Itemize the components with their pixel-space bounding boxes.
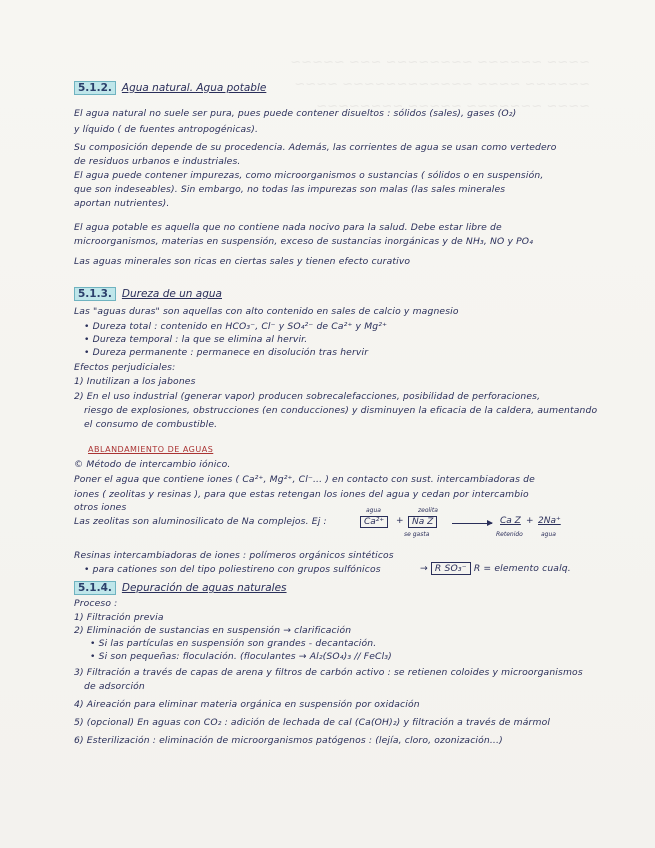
text-line: El agua natural no suele ser pura, pues puede contener disueltos : sólidos (sales), gases (O₂) xyxy=(74,108,517,119)
text-line: aportan nutrientes). xyxy=(74,198,170,209)
plus-sign: + xyxy=(396,516,404,526)
list-item: 1) Inutilizan a los jabones xyxy=(74,376,196,387)
section-title: Depuración de aguas naturales xyxy=(121,582,287,594)
text-line: El agua potable es aquella que no contiene nada nocivo para la salud. Debe estar libre de xyxy=(74,222,502,233)
bullet-item: • para cationes son del tipo poliestireno con grupos sulfónicos xyxy=(84,564,381,575)
reactant-2-note: se gasta xyxy=(404,531,430,538)
text-line: que son indeseables). Sin embargo, no todas las impurezas son malas (las sales minerales xyxy=(74,184,506,195)
list-item: 5) (opcional) En aguas con CO₂ : adición de lechada de cal (Ca(OH)₂) y filtración a través de mármol xyxy=(74,717,551,728)
section-number: 5.1.4. xyxy=(74,581,116,595)
text-line: de adsorción xyxy=(84,681,145,692)
product-1: Ca Z xyxy=(500,516,521,526)
equilibrium-arrow xyxy=(452,523,492,524)
reactant-1: Ca²⁺ xyxy=(360,516,388,528)
product-2: 2Na⁺ xyxy=(538,516,561,526)
section-number: 5.1.2. xyxy=(74,81,116,95)
method-title: © Método de intercambio iónico. xyxy=(74,459,231,470)
bullet-item: • Dureza permanente : permanece en disolución tras hervir xyxy=(84,347,369,358)
product-2-note: agua xyxy=(541,531,556,538)
bullet-item: • Si las partículas en suspensión son grandes - decantación. xyxy=(90,638,377,649)
section-heading-512 xyxy=(74,82,266,94)
section-number: 5.1.3. xyxy=(74,287,116,301)
text-line: Las "aguas duras" son aquellas con alto contenido en sales de calcio y magnesio xyxy=(74,306,459,317)
bullet-item: • Si son pequeñas: floculación. (floculantes → Al₂(SO₄)₃ // FeCl₃) xyxy=(90,651,392,662)
zeolite-reaction xyxy=(338,507,598,549)
text-line: iones ( zeolitas y resinas ), para que estas retengan los iones del agua y cedan por intercambio xyxy=(74,489,529,500)
list-item: 2) En el uso industrial (generar vapor) producen sobrecalefacciones, posibilidad de perforaciones, xyxy=(74,391,541,402)
label-agua: agua xyxy=(366,507,381,514)
label-zeolita: zeolita xyxy=(418,507,438,514)
text-line: de residuos urbanos e industriales. xyxy=(74,156,241,167)
list-item: 2) Eliminación de sustancias en suspensión → clarificación xyxy=(74,625,352,636)
section-heading-514 xyxy=(74,582,287,594)
text-line: Poner el agua que contiene iones ( Ca²⁺, Mg²⁺, Cl⁻... ) en contacto con sust. intercambiadoras de xyxy=(74,474,535,485)
text-line: El agua puede contener impurezas, como microorganismos o sustancias ( sólidos o en suspensión, xyxy=(74,170,544,181)
bleed-through-text: ~~~~ ~~~~~~ ~~~~~~~~ ~~~ ~~~~~ ~~~~~~ ~~~~ ~~~~~~~~~~~~ ~~~~ ~~~~ ~~~~~~~ ~~~~~ ~~~~~~~~ xyxy=(290,55,590,114)
bullet-item: • Dureza total : contenido en HCO₃⁻, Cl⁻ y SO₄²⁻ de Ca²⁺ y Mg²⁺ xyxy=(84,321,388,332)
text-line: otros iones xyxy=(74,502,127,513)
text-line: Su composición depende de su procedencia. Además, las corrientes de agua se usan como vertedero xyxy=(74,142,557,153)
list-item: 3) Filtración a través de capas de arena y filtros de carbón activo : se retienen coloides y microorganismos xyxy=(74,667,583,678)
list-item: 6) Esterilización : eliminación de microorganismos patógenos : (lejía, cloro, ozonización...) xyxy=(74,735,503,746)
subtitle-ablandamiento: ABLANDAMIENTO DE AGUAS xyxy=(88,445,214,454)
list-item: 1) Filtración previa xyxy=(74,612,164,623)
text-line: microorganismos, materias en suspensión, exceso de sustancias inorgánicas y de NH₃, NO y PO₄ xyxy=(74,236,534,247)
text-line: Las aguas minerales son ricas en ciertas sales y tienen efecto curativo xyxy=(74,256,411,267)
reactant-2: Na Z xyxy=(408,516,437,528)
text-line: y líquido ( de fuentes antropogénicas). xyxy=(74,124,259,135)
text-line: riesgo de explosiones, obstrucciones (en conducciones) y disminuyen la eficacia de la caldera, aumentando xyxy=(84,405,598,416)
product-1-note: Retenido xyxy=(496,531,523,538)
resin-formula: → R SO₃⁻ R = elemento cualq. xyxy=(420,563,571,574)
bullet-item: • Dureza temporal : la que se elimina al hervir. xyxy=(84,334,308,345)
plus-sign-2: + xyxy=(526,516,534,526)
text-line: Efectos perjudiciales: xyxy=(74,362,176,373)
section-heading-513 xyxy=(74,288,222,300)
text-line: Las zeolitas son aluminosilicato de Na complejos. Ej : xyxy=(74,516,327,527)
section-title: Dureza de un agua xyxy=(121,288,222,300)
list-item: 4) Aireación para eliminar materia orgánica en suspensión por oxidación xyxy=(74,699,420,710)
text-line: Resinas intercambiadoras de iones : polímeros orgánicos sintéticos xyxy=(74,550,394,561)
resin-note: R = elemento cualq. xyxy=(473,563,571,574)
section-title: Agua natural. Agua potable xyxy=(121,82,267,94)
text-line: Proceso : xyxy=(74,598,118,609)
text-line: el consumo de combustible. xyxy=(84,419,218,430)
